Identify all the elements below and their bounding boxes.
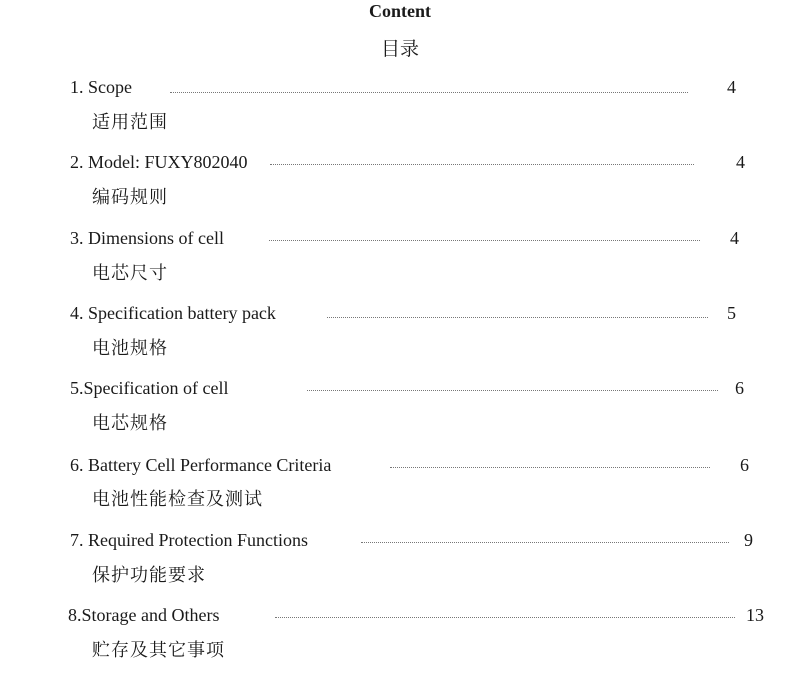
toc-entry-storage[interactable] <box>68 604 780 626</box>
toc-dot-leader <box>390 467 710 468</box>
toc-page-number: 4 <box>736 152 745 172</box>
toc-dot-leader <box>307 390 718 391</box>
toc-entry-spec-cell[interactable] <box>70 377 760 399</box>
toc-entry-label: 1. Scope <box>70 77 132 97</box>
toc-dot-leader <box>270 164 694 165</box>
toc-entry-label: 6. Battery Cell Performance Criteria <box>70 455 332 475</box>
toc-entry-label: 8.Storage and Others <box>68 605 220 625</box>
toc-entry-subtitle: 电池规格 <box>92 338 168 359</box>
toc-entry-subtitle: 电芯规格 <box>92 413 168 434</box>
toc-entry-subtitle: 适用范围 <box>92 112 168 133</box>
toc-entry-subtitle: 电池性能检查及测试 <box>92 489 263 510</box>
toc-dot-leader <box>327 317 708 318</box>
toc-page-number: 6 <box>735 378 744 398</box>
toc-entry-scope[interactable] <box>70 76 750 98</box>
toc-page-number: 13 <box>746 605 764 625</box>
toc-page-number: 6 <box>740 455 749 475</box>
toc-entry-label: 4. Specification battery pack <box>70 303 276 323</box>
toc-page-number: 5 <box>727 303 736 323</box>
toc-entry-label: 7. Required Protection Functions <box>70 530 308 550</box>
toc-entry-performance[interactable] <box>70 454 770 476</box>
toc-entry-subtitle: 保护功能要求 <box>92 565 206 586</box>
toc-entry-label: 5.Specification of cell <box>70 378 229 398</box>
toc-dot-leader <box>275 617 735 618</box>
toc-entry-battery-pack[interactable] <box>70 302 760 324</box>
toc-page-number: 4 <box>730 228 739 248</box>
toc-dot-leader <box>269 240 700 241</box>
toc-entry-subtitle: 编码规则 <box>92 187 168 208</box>
toc-entry-subtitle: 贮存及其它事项 <box>92 640 225 661</box>
toc-entry-model[interactable] <box>70 151 760 173</box>
toc-page-number: 4 <box>727 77 736 97</box>
contents-title: Content <box>369 1 431 21</box>
toc-dot-leader <box>170 92 688 93</box>
toc-entry-protection[interactable] <box>70 529 770 551</box>
toc-entry-subtitle: 电芯尺寸 <box>92 263 168 284</box>
toc-entry-label: 2. Model: FUXY802040 <box>70 152 248 172</box>
contents-title-cn: 目录 <box>380 38 419 60</box>
toc-entry-label: 3. Dimensions of cell <box>70 228 224 248</box>
toc-entry-dimensions[interactable] <box>70 227 760 249</box>
toc-dot-leader <box>361 542 729 543</box>
toc-page-number: 9 <box>744 530 753 550</box>
